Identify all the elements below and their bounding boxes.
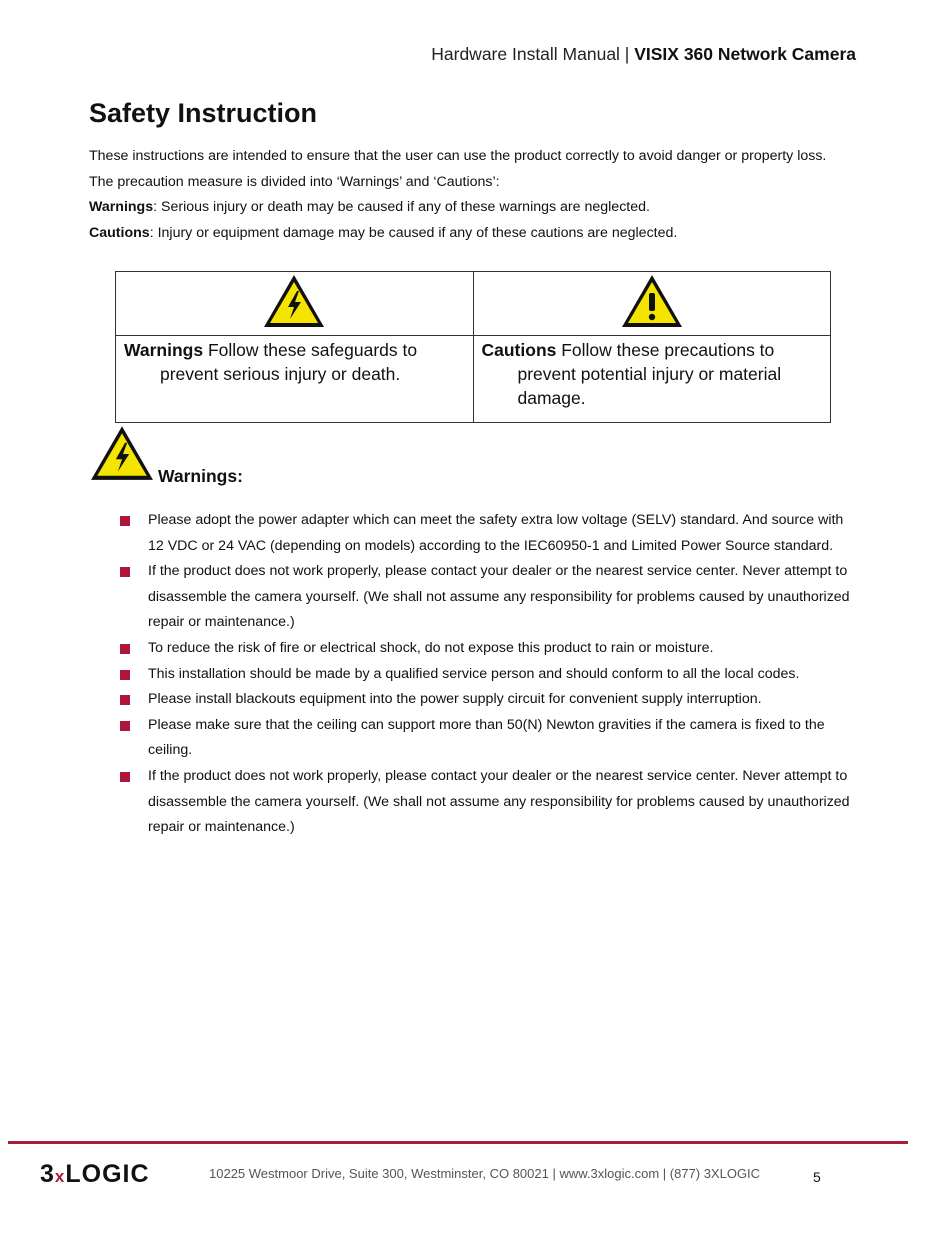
list-item-text: This installation should be made by a qualified service person and should conform to all the local codes. — [148, 665, 800, 682]
intro-warnings-text: : Serious injury or death may be caused if any of these warnings are neglected. — [153, 199, 650, 216]
intro-line-2: The precaution measure is divided into ‘Warnings’ and ‘Cautions’: — [89, 173, 500, 190]
electric-hazard-icon — [262, 273, 326, 329]
electric-hazard-icon — [89, 424, 155, 482]
intro-cautions-definition — [89, 221, 859, 247]
footer-divider — [8, 1141, 908, 1144]
list-item-text: Please make sure that the ceiling can support more than 50(N) Newton gravities if the camera is fixed to the ceiling. — [148, 716, 825, 759]
list-item-text: If the product does not work properly, please contact your dealer or the nearest service center. Never attempt to disassemble the camera yourself. (We shall not assume any responsibility for problems caused by unauthorized repair or maintenance.) — [148, 563, 850, 631]
intro-cautions-text: : Injury or equipment damage may be caused if any of these cautions are neglected. — [149, 224, 678, 241]
bullet-square-icon — [120, 721, 130, 731]
bullet-square-icon — [120, 695, 130, 705]
table-cautions-text: Follow these precautions to prevent potential injury or material damage. — [517, 340, 782, 408]
warnings-heading-icon-wrap — [89, 424, 155, 487]
table-warnings-label: Warnings — [124, 340, 204, 360]
bullet-square-icon — [120, 772, 130, 782]
list-item — [120, 687, 860, 713]
table-warnings-cell — [116, 336, 474, 423]
warnings-list — [120, 508, 860, 841]
bullet-square-icon — [120, 516, 130, 526]
table-cautions-text-block — [482, 338, 823, 410]
intro-warnings-label: Warnings — [89, 199, 154, 216]
table-caution-icon-cell — [473, 272, 831, 336]
table-cautions-label: Cautions — [481, 340, 557, 360]
list-item — [120, 559, 860, 636]
header-manual: Hardware Install Manual | — [431, 44, 635, 64]
bullet-square-icon — [120, 567, 130, 577]
page-header — [431, 44, 856, 65]
intro-line-1: These instructions are intended to ensure that the user can use the product correctly to avoid danger or property loss. — [89, 148, 827, 164]
intro-cautions-label: Cautions — [89, 224, 150, 241]
header-product: VISIX 360 Network Camera — [634, 44, 856, 64]
list-item — [120, 713, 860, 764]
list-item — [120, 508, 860, 559]
list-item-text: If the product does not work properly, please contact your dealer or the nearest service center. Never attempt to disassemble the camera yourself. (We shall not assume any responsibility for problems caused by unauthorized repair or maintenance.) — [148, 767, 850, 836]
list-item — [120, 636, 860, 662]
table-warnings-text-block — [124, 338, 465, 386]
intro-warnings-definition — [89, 195, 859, 221]
list-item — [120, 764, 860, 841]
bullet-square-icon — [120, 670, 130, 680]
list-item-text: To reduce the risk of fire or electrical shock, do not expose this product to rain or moisture. — [148, 639, 714, 656]
table-warning-icon-cell — [116, 272, 474, 336]
caution-exclamation-icon — [620, 273, 684, 329]
list-item — [120, 662, 860, 688]
logo-part-x: x — [54, 1167, 66, 1186]
page-number: 5 — [813, 1169, 821, 1185]
list-item-text: Please install blackouts equipment into the power supply circuit for convenient supply interruption. — [148, 691, 762, 708]
intro-section — [89, 144, 859, 246]
warnings-heading: Warnings: — [158, 466, 243, 486]
table-warnings-text: Follow these safeguards to prevent serious injury or death. — [160, 340, 418, 384]
bullet-square-icon — [120, 644, 130, 654]
company-logo — [40, 1160, 150, 1189]
table-cautions-cell — [473, 336, 831, 423]
footer-address: 10225 Westmoor Drive, Suite 300, Westminster, CO 80021 | www.3xlogic.com | (877) 3XLOGIC — [209, 1166, 761, 1181]
safety-sign-table — [115, 271, 831, 423]
logo-part-3: 3 — [40, 1160, 55, 1188]
page-title: Safety Instruction — [89, 98, 318, 128]
list-item-text: Please adopt the power adapter which can meet the safety extra low voltage (SELV) standard. And source with 12 VDC or 24 VAC (depending on models) according to the IEC60950-1 and Limited Power Source standard. — [148, 512, 844, 554]
logo-part-logic: LOGIC — [65, 1160, 150, 1188]
